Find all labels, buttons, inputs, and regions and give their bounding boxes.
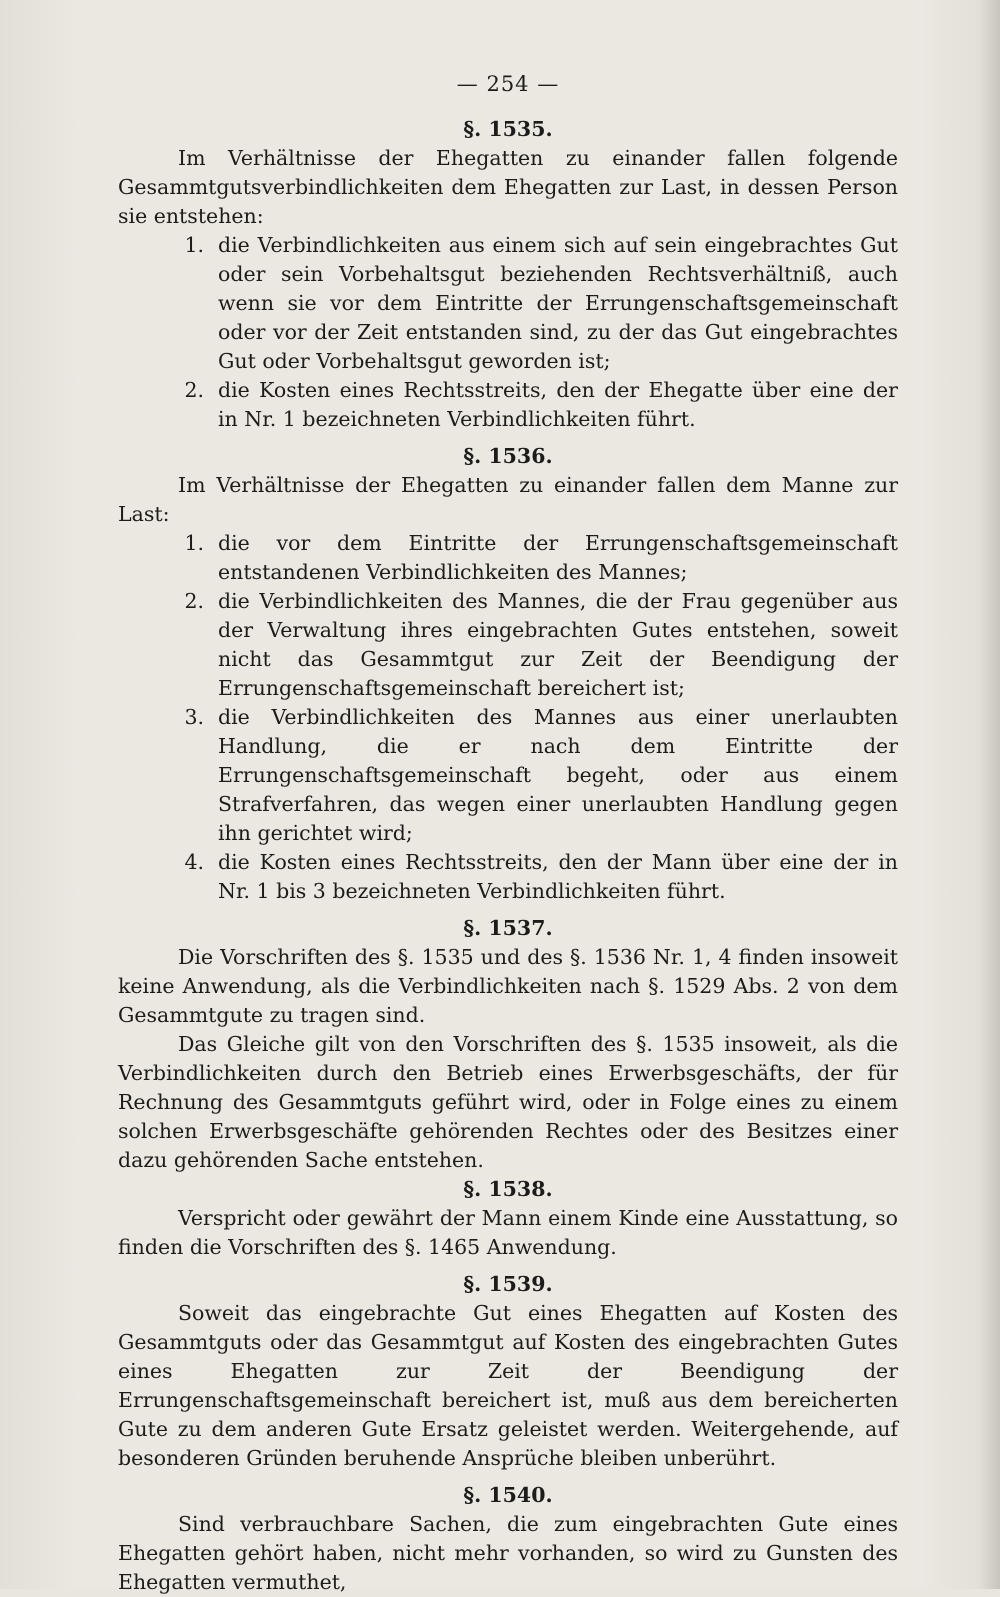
paragraph: Verspricht oder gewährt der Mann einem Kinde eine Ausstattung, so finden die Vorschriften des §. 1465 Anwendung. [118,1206,898,1259]
list-number: 1. [184,531,204,555]
paragraph: Sind verbrauchbare Sachen, die zum eingebrachten Gute eines Ehegatten gehört haben, nicht mehr vorhanden, so wird zu Gunsten des Ehegatten vermuthet, [118,1512,898,1594]
section-1536 [118,442,898,906]
section-1540 [118,1481,898,1597]
list-text: die Verbindlichkeiten aus einem sich auf sein eingebrachtes Gut oder sein Vorbehaltsgut beziehenden Rechtsverhältniß, auch wenn sie vor dem Eintritte der Errungenschaftsgemeinschaft oder vor der Zeit entstanden sind, zu der das Gut eingebrachtes Gut oder Vorbehaltsgut geworden ist; [218,233,898,373]
page-number: — 254 — [456,72,560,96]
list-text: die Verbindlichkeiten des Mannes, die der Frau gegenüber aus der Verwaltung ihres eingebrachten Gutes entstehen, soweit nicht das Gesammtgut zur Zeit der Beendigung der Errungenschaftsgemeinschaft bereichert ist; [218,589,898,700]
list-number: 1. [184,233,204,257]
list-text: die Kosten eines Rechtsstreits, den der Ehegatte über eine der in Nr. 1 bezeichneten Verbindlichkeiten führt. [218,378,898,431]
numbered-list [118,231,898,434]
list-item [118,529,898,587]
section-1538 [118,1175,898,1262]
list-item [118,376,898,434]
numbered-list [118,529,898,906]
section-heading: §. 1535. [463,117,553,141]
list-text: die vor dem Eintritte der Errungenschaftsgemeinschaft entstandenen Verbindlichkeiten des Mannes; [218,531,898,584]
paragraph: Die Vorschriften des §. 1535 und des §. 1536 Nr. 1, 4 finden insoweit keine Anwendung, als die Verbindlichkeiten nach §. 1529 Abs. 2 von dem Gesammtgute zu tragen sind. [118,945,898,1027]
page-content [118,70,898,1597]
section-1539 [118,1270,898,1473]
paragraph: Soweit das eingebrachte Gut eines Ehegatten auf Kosten des Gesammtguts oder das Gesammtgut auf Kosten des eingebrachten Gutes eines Ehegatten zur Zeit der Beendigung der Errungenschaftsgemeinschaft bereichert ist, muß aus dem bereicherten Gute zu dem anderen Gute Ersatz geleistet werden. Weitergehende, auf besonderen Gründen beruhende Ansprüche bleiben unberührt. [118,1301,898,1470]
list-text: die Kosten eines Rechtsstreits, den der Mann über eine der in Nr. 1 bis 3 bezeichneten Verbindlichkeiten führt. [218,850,898,903]
list-number: 2. [184,378,204,402]
list-text: die Verbindlichkeiten des Mannes aus einer unerlaubten Handlung, die er nach dem Eintritte der Errungenschaftsgemeinschaft begeht, oder aus einem Strafverfahren, das wegen einer unerlaubten Handlung gegen ihn gerichtet wird; [218,705,898,845]
list-item [118,231,898,376]
section-1537 [118,914,898,1175]
list-number: 3. [184,705,204,729]
binding-shadow [978,0,1000,1589]
list-number: 2. [184,589,204,613]
list-item [118,703,898,848]
section-intro: Im Verhältnisse der Ehegatten zu einander fallen dem Manne zur Last: [118,473,898,526]
section-heading: §. 1539. [463,1272,553,1296]
paragraph: Das Gleiche gilt von den Vorschriften des §. 1535 insoweit, als die Verbindlichkeiten durch den Betrieb eines Erwerbsgeschäfts, der für Rechnung des Gesammtguts geführt wird, oder in Folge eines zu einem solchen Erwerbsgeschäfte gehörenden Rechtes oder des Besitzes einer dazu gehörenden Sache entstehen. [118,1032,898,1172]
list-item [118,848,898,906]
list-number: 4. [184,850,204,874]
section-heading: §. 1536. [463,444,553,468]
section-heading: §. 1540. [463,1483,553,1507]
section-intro: Im Verhältnisse der Ehegatten zu einander fallen folgende Gesammtgutsverbindlichkeiten dem Ehegatten zur Last, in dessen Person sie entstehen: [118,146,898,228]
list-item [118,587,898,703]
section-heading: §. 1538. [463,1177,553,1201]
section-1535 [118,115,898,434]
section-heading: §. 1537. [463,916,553,940]
